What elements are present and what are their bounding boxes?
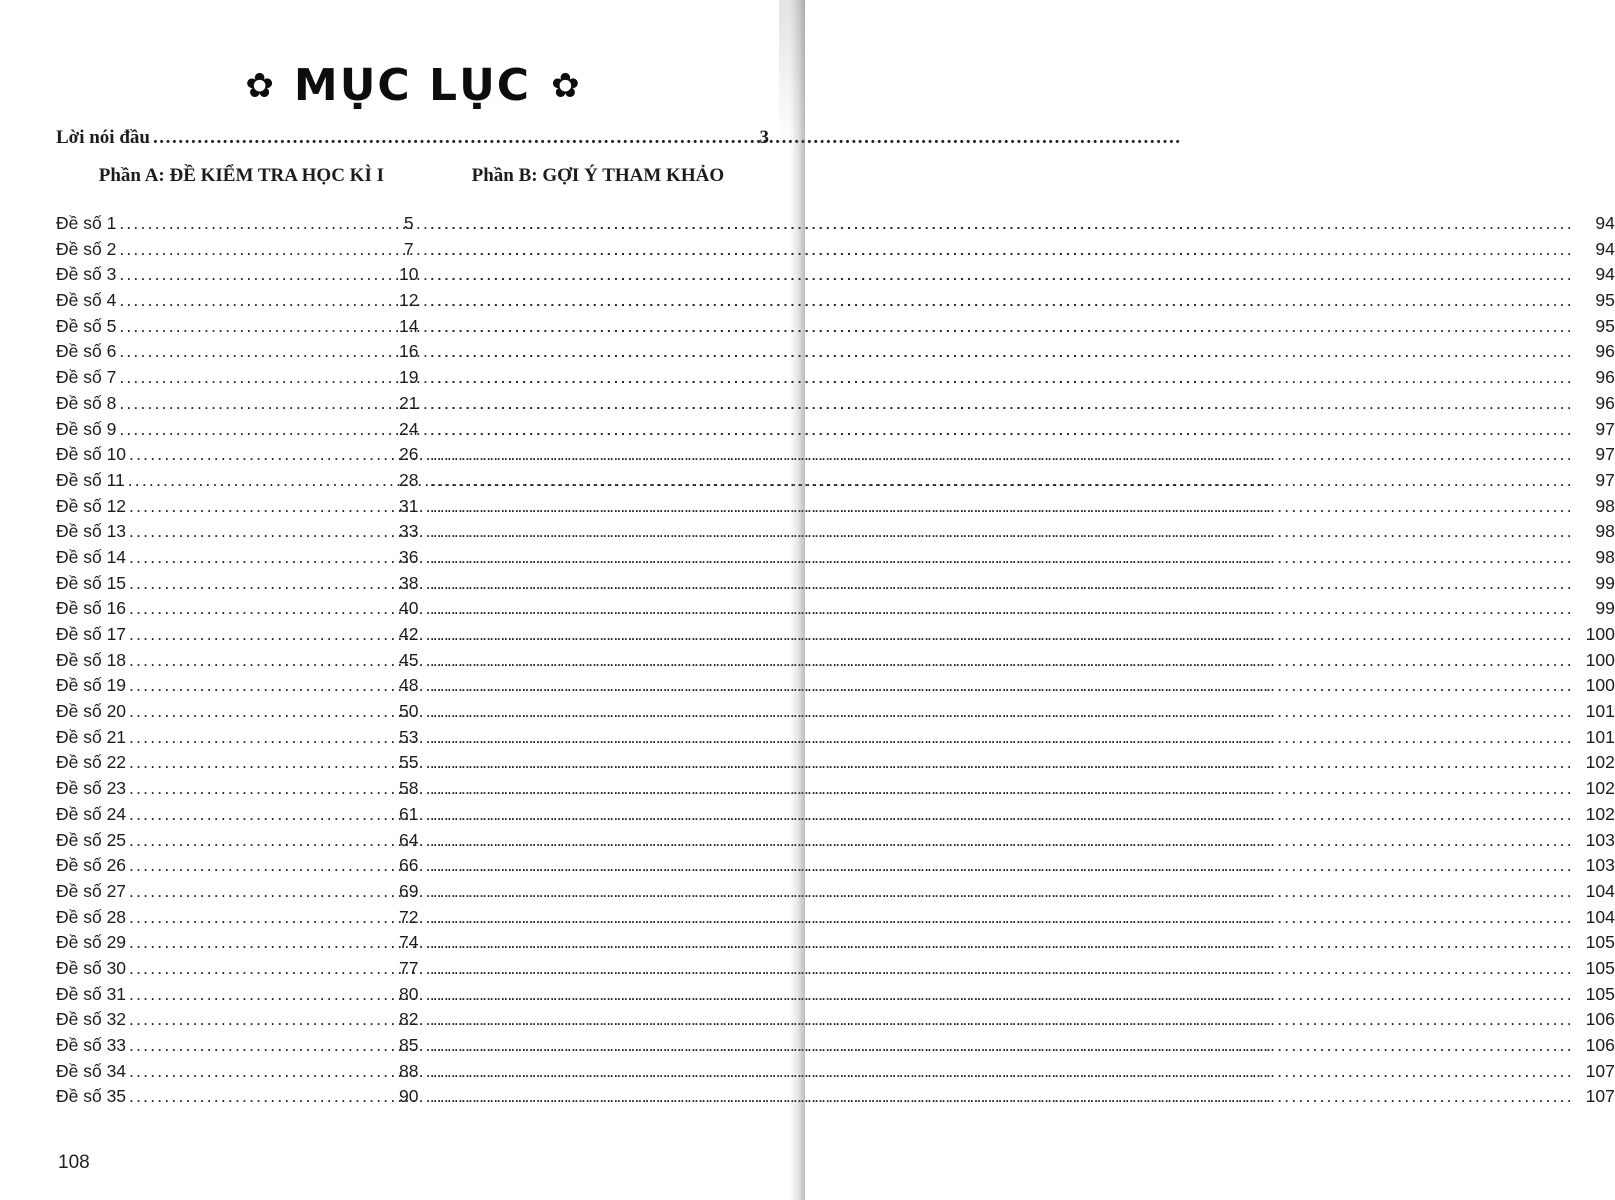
toc-row-left — [56, 622, 427, 648]
dot-leader — [126, 879, 391, 905]
toc-entry-page-a: 38 — [399, 572, 419, 593]
toc-entry-page-a: 5 — [403, 213, 414, 233]
dot-leader — [427, 571, 1577, 597]
dot-leader — [427, 1084, 1577, 1110]
toc-row-left — [56, 571, 427, 597]
toc-row-left — [56, 699, 427, 725]
toc-row-left — [56, 314, 427, 340]
toc-row — [56, 1084, 1615, 1110]
dot-leader — [116, 288, 390, 314]
toc-entry-label: Đề số 23 — [56, 778, 127, 799]
toc-row — [56, 262, 1615, 288]
toc-entry-page-b: 98 — [1595, 521, 1615, 542]
toc-entry-page-b: 105 — [1585, 932, 1615, 953]
toc-entry-page-a: 55 — [399, 752, 419, 773]
toc-row-left — [56, 442, 427, 468]
toc-entry-page-b: 96 — [1595, 392, 1615, 413]
toc-row-left — [56, 288, 427, 314]
toc-entry-page-b: 102 — [1585, 803, 1615, 824]
toc-entry-label: Đề số 27 — [56, 880, 127, 901]
dot-leader — [427, 853, 1577, 879]
toc-entry-page-a: 80 — [399, 983, 419, 1004]
dot-leader — [126, 802, 391, 828]
dot-leader — [116, 391, 390, 417]
toc-row — [56, 879, 1615, 905]
preface-page-number: 3 — [759, 127, 769, 148]
dot-leader — [427, 211, 1577, 237]
toc-row-left — [56, 519, 427, 545]
toc-entry-page-a: 85 — [399, 1035, 419, 1055]
dot-leader — [427, 982, 1577, 1008]
toc-row — [56, 956, 1615, 982]
toc-entry-page-a: 66 — [399, 855, 419, 876]
toc-row — [56, 237, 1615, 263]
toc-row-left — [56, 648, 427, 674]
dot-leader — [427, 417, 1577, 443]
toc-row-right — [427, 1084, 1615, 1110]
toc-entry-page-b: 105 — [1585, 957, 1615, 978]
toc-entry-page-b: 106 — [1585, 1035, 1615, 1055]
toc-entry-page-b: 100 — [1585, 675, 1615, 696]
toc-row — [56, 699, 1615, 725]
toc-entry-page-b: 103 — [1585, 829, 1615, 850]
toc-entry-page-b: 96 — [1595, 341, 1615, 362]
toc-row — [56, 494, 1615, 520]
toc-row — [56, 1033, 1615, 1059]
toc-row — [56, 673, 1615, 699]
part-b-header: Phần B: GỢI Ý THAM KHẢO — [471, 165, 725, 186]
toc-row-right — [427, 750, 1615, 776]
toc-row-right — [427, 442, 1615, 468]
toc-row-left — [56, 1059, 427, 1085]
toc-row-left — [56, 930, 427, 956]
toc-row — [56, 1007, 1615, 1033]
toc-entry-page-a: 10 — [399, 264, 419, 285]
toc-entry-page-a: 33 — [399, 521, 419, 542]
toc-row-right — [427, 314, 1615, 340]
dot-leader — [427, 930, 1577, 956]
toc-entry-page-a: 69 — [399, 880, 419, 901]
toc-row-left — [56, 802, 427, 828]
dot-leader — [427, 802, 1577, 828]
toc-entry-label: Đề số 15 — [56, 572, 127, 593]
toc-row-right — [427, 545, 1615, 571]
toc-entry-page-b: 97 — [1595, 418, 1615, 439]
toc-entry-label: Đề số 13 — [56, 521, 127, 542]
toc-row-right — [427, 237, 1615, 263]
toc-entry-page-b: 99 — [1595, 598, 1615, 619]
toc-entry-label: Đề số 16 — [56, 598, 127, 619]
toc-row-right — [427, 879, 1615, 905]
toc-row-left — [56, 879, 427, 905]
toc-row-right — [427, 956, 1615, 982]
dot-leader — [150, 127, 751, 149]
toc-entry-label: Đề số 17 — [56, 624, 127, 644]
toc-row-left — [56, 391, 427, 417]
dot-leader — [126, 853, 391, 879]
toc-entry-page-b: 103 — [1585, 855, 1615, 876]
dot-leader — [126, 1084, 391, 1110]
toc-row-right — [427, 596, 1615, 622]
toc-row-left — [56, 468, 427, 494]
toc-entry-page-a: 31 — [399, 495, 419, 516]
preface-label: Lời nói đầu — [56, 127, 150, 148]
toc-row-right — [427, 930, 1615, 956]
toc-entry-label: Đề số 31 — [56, 983, 127, 1004]
dot-leader — [116, 211, 390, 237]
dot-leader — [427, 339, 1577, 365]
dot-leader — [126, 982, 391, 1008]
toc-entry-label: Đề số 4 — [56, 290, 117, 311]
toc-row-right — [427, 1059, 1615, 1085]
dot-leader — [116, 262, 390, 288]
toc-row-left — [56, 1084, 427, 1110]
toc-row-right — [427, 725, 1615, 751]
toc-entry-label: Đề số 5 — [56, 315, 117, 336]
toc-entry-label: Đề số 18 — [56, 649, 127, 670]
toc-row-left — [56, 1007, 427, 1033]
flower-icon: ✿ — [245, 66, 274, 105]
toc-entry-label: Đề số 7 — [56, 367, 117, 388]
toc-row-right — [427, 648, 1615, 674]
toc-row — [56, 828, 1615, 854]
toc-entry-label: Đề số 34 — [56, 1060, 127, 1081]
toc-row-left — [56, 417, 427, 443]
toc-entry-page-b: 95 — [1595, 290, 1615, 311]
toc-entry-page-a: 24 — [399, 418, 419, 439]
title-text: MỤC LỤC — [293, 60, 532, 111]
toc-row-left — [56, 596, 427, 622]
toc-row-right — [427, 1007, 1615, 1033]
part-a-header: Phần A: ĐỀ KIỂM TRA HỌC KÌ I — [98, 165, 384, 186]
dot-leader — [427, 725, 1577, 751]
toc-row-left — [56, 905, 427, 931]
toc-list — [56, 211, 1615, 1110]
toc-row-right — [427, 339, 1615, 365]
toc-row — [56, 725, 1615, 751]
toc-entry-label: Đề số 30 — [56, 957, 127, 978]
toc-entry-page-a: 28 — [399, 469, 419, 490]
toc-row-right — [427, 622, 1615, 648]
toc-entry-page-a: 42 — [399, 624, 419, 644]
dot-leader — [116, 314, 390, 340]
toc-entry-label: Đề số 28 — [56, 906, 127, 927]
dot-leader — [126, 725, 391, 751]
toc-entry-label: Đề số 9 — [56, 418, 117, 439]
toc-entry-page-a: 26 — [399, 444, 419, 465]
toc-row — [56, 519, 1615, 545]
dot-leader — [126, 750, 391, 776]
dot-leader — [126, 956, 391, 982]
toc-row-left — [56, 339, 427, 365]
toc-entry-page-a: 36 — [399, 546, 419, 567]
toc-entry-page-a: 45 — [399, 649, 419, 670]
toc-row-right — [427, 417, 1615, 443]
toc-entry-label: Đề số 22 — [56, 752, 127, 773]
toc-row-right — [427, 519, 1615, 545]
toc-row-right — [427, 982, 1615, 1008]
toc-row-left — [56, 1033, 427, 1059]
toc-entry-page-b: 105 — [1585, 983, 1615, 1004]
toc-row-left — [56, 853, 427, 879]
toc-entry-label: Đề số 24 — [56, 803, 127, 824]
toc-entry-page-b: 104 — [1585, 880, 1615, 901]
toc-entry-page-b: 107 — [1585, 1060, 1615, 1081]
toc-entry-page-b: 104 — [1585, 906, 1615, 927]
toc-entry-label: Đề số 35 — [56, 1086, 127, 1107]
dot-leader — [125, 468, 391, 494]
toc-entry-page-b: 97 — [1595, 444, 1615, 465]
dot-leader — [126, 1033, 391, 1059]
toc-row-left — [56, 545, 427, 571]
dot-leader — [427, 494, 1577, 520]
dot-leader — [126, 622, 391, 648]
toc-row — [56, 750, 1615, 776]
toc-entry-page-b: 101 — [1585, 726, 1615, 747]
toc-row-right — [427, 776, 1615, 802]
toc-entry-label: Đề số 2 — [56, 238, 117, 259]
dot-leader — [427, 699, 1577, 725]
toc-row-left — [56, 750, 427, 776]
dot-leader — [116, 237, 390, 263]
toc-entry-page-a: 77 — [399, 957, 419, 978]
dot-leader — [116, 365, 390, 391]
toc-row-right — [427, 905, 1615, 931]
toc-entry-label: Đề số 1 — [56, 213, 117, 233]
toc-entry-page-b: 100 — [1585, 624, 1615, 644]
toc-entry-page-b: 100 — [1585, 649, 1615, 670]
dot-leader — [427, 288, 1577, 314]
toc-entry-label: Đề số 6 — [56, 341, 117, 362]
toc-row-right — [427, 494, 1615, 520]
toc-row-left — [56, 828, 427, 854]
flower-icon: ✿ — [551, 66, 580, 105]
toc-row — [56, 1059, 1615, 1085]
toc-entry-page-a: 21 — [399, 392, 419, 413]
dot-leader — [427, 468, 1577, 494]
toc-entry-page-a: 74 — [399, 932, 419, 953]
dot-leader — [126, 776, 391, 802]
toc-row — [56, 596, 1615, 622]
toc-entry-page-b: 94 — [1595, 238, 1615, 259]
toc-entry-page-b: 98 — [1595, 546, 1615, 567]
toc-entry-label: Đề số 21 — [56, 726, 127, 747]
toc-row — [56, 442, 1615, 468]
toc-row — [56, 905, 1615, 931]
toc-row — [56, 930, 1615, 956]
toc-entry-page-b: 106 — [1585, 1009, 1615, 1030]
dot-leader — [427, 314, 1577, 340]
toc-entry-page-a: 16 — [399, 341, 419, 362]
toc-row — [56, 314, 1615, 340]
toc-entry-page-b: 97 — [1595, 469, 1615, 490]
toc-row-left — [56, 956, 427, 982]
dot-leader — [126, 673, 391, 699]
toc-row — [56, 545, 1615, 571]
footer-page-number: 108 — [58, 1152, 90, 1173]
toc-row-left — [56, 776, 427, 802]
toc-entry-page-b: 96 — [1595, 367, 1615, 388]
toc-row-right — [427, 853, 1615, 879]
toc-entry-page-b: 102 — [1585, 778, 1615, 799]
toc-row-right — [427, 211, 1615, 237]
dot-leader — [427, 622, 1577, 648]
toc-entry-label: Đề số 32 — [56, 1009, 127, 1030]
dot-leader — [427, 1033, 1577, 1059]
dot-leader — [126, 1007, 391, 1033]
dot-leader — [126, 519, 391, 545]
toc-row-right — [427, 673, 1615, 699]
dot-leader — [427, 956, 1577, 982]
dot-leader — [427, 237, 1577, 263]
toc-entry-label: Đề số 20 — [56, 701, 127, 722]
dot-leader — [116, 339, 390, 365]
toc-entry-page-b: 95 — [1595, 315, 1615, 336]
toc-entry-label: Đề số 26 — [56, 855, 127, 876]
toc-row — [56, 288, 1615, 314]
toc-row — [56, 776, 1615, 802]
toc-entry-label: Đề số 10 — [56, 444, 127, 465]
toc-row — [56, 648, 1615, 674]
dot-leader — [126, 930, 391, 956]
dot-leader — [116, 417, 390, 443]
toc-entry-label: Đề số 3 — [56, 264, 117, 285]
toc-row — [56, 982, 1615, 1008]
toc-entry-label: Đề số 12 — [56, 495, 127, 516]
toc-entry-page-b: 94 — [1595, 213, 1615, 233]
toc-entry-page-a: 64 — [399, 829, 419, 850]
toc-entry-label: Đề số 33 — [56, 1035, 127, 1055]
dot-leader — [427, 828, 1577, 854]
toc-entry-page-b: 98 — [1595, 495, 1615, 516]
dot-leader — [427, 365, 1577, 391]
dot-leader — [126, 571, 391, 597]
toc-entry-page-a: 19 — [399, 367, 419, 388]
dot-leader — [427, 442, 1577, 468]
section-headers — [56, 165, 769, 187]
dot-leader — [427, 776, 1577, 802]
dot-leader — [427, 673, 1577, 699]
toc-row-left — [56, 673, 427, 699]
toc-row-right — [427, 802, 1615, 828]
toc-row — [56, 339, 1615, 365]
toc-row-right — [427, 391, 1615, 417]
toc-row-left — [56, 982, 427, 1008]
dot-leader — [126, 905, 391, 931]
toc-entry-page-b: 102 — [1585, 752, 1615, 773]
toc-entry-page-b: 107 — [1585, 1086, 1615, 1107]
toc-row-right — [427, 828, 1615, 854]
dot-leader — [427, 262, 1577, 288]
toc-row-left — [56, 725, 427, 751]
dot-leader — [126, 1059, 391, 1085]
toc-entry-label: Đề số 14 — [56, 546, 127, 567]
toc-row-right — [427, 468, 1615, 494]
dot-leader — [427, 905, 1577, 931]
toc-row — [56, 468, 1615, 494]
toc-entry-page-a: 61 — [399, 803, 419, 824]
toc-row — [56, 853, 1615, 879]
toc-entry-page-a: 50 — [399, 701, 419, 722]
toc-row — [56, 211, 1615, 237]
toc-entry-label: Đề số 8 — [56, 392, 117, 413]
dot-leader — [427, 1059, 1577, 1085]
dot-leader — [427, 750, 1577, 776]
toc-entry-label: Đề số 19 — [56, 675, 127, 696]
toc-row-left — [56, 262, 427, 288]
toc-row-left — [56, 365, 427, 391]
toc-entry-page-a: 90 — [399, 1086, 419, 1107]
toc-row-right — [427, 288, 1615, 314]
toc-row — [56, 365, 1615, 391]
dot-leader — [126, 699, 391, 725]
toc-entry-page-b: 101 — [1585, 701, 1615, 722]
dot-leader — [126, 648, 391, 674]
preface-row — [56, 127, 769, 149]
toc-row-right — [427, 262, 1615, 288]
toc-row-left — [56, 211, 427, 237]
toc-row — [56, 571, 1615, 597]
dot-leader — [427, 648, 1577, 674]
dot-leader — [126, 494, 391, 520]
toc-entry-page-a: 53 — [399, 726, 419, 747]
dot-leader — [126, 545, 391, 571]
dot-leader — [126, 828, 391, 854]
toc-entry-page-a: 48 — [399, 675, 419, 696]
toc-entry-label: Đề số 11 — [56, 469, 125, 490]
dot-leader — [427, 391, 1577, 417]
toc-entry-page-a: 7 — [403, 238, 414, 259]
dot-leader — [427, 519, 1577, 545]
dot-leader — [126, 442, 391, 468]
dot-leader — [126, 596, 391, 622]
toc-entry-label: Đề số 25 — [56, 829, 127, 850]
toc-row — [56, 391, 1615, 417]
toc-entry-page-b: 99 — [1595, 572, 1615, 593]
toc-entry-page-a: 14 — [399, 315, 419, 336]
dot-leader — [427, 596, 1577, 622]
toc-row-right — [427, 1033, 1615, 1059]
toc-row-left — [56, 494, 427, 520]
toc-entry-page-a: 12 — [399, 290, 419, 311]
dot-leader — [427, 545, 1577, 571]
toc-entry-page-a: 82 — [399, 1009, 419, 1030]
toc-row — [56, 417, 1615, 443]
toc-row — [56, 622, 1615, 648]
toc-row-right — [427, 699, 1615, 725]
toc-entry-page-a: 58 — [399, 778, 419, 799]
toc-row-left — [56, 237, 427, 263]
toc-entry-page-b: 94 — [1595, 264, 1615, 285]
toc-entry-page-a: 88 — [399, 1060, 419, 1081]
dot-leader — [427, 879, 1577, 905]
dot-leader — [427, 1007, 1577, 1033]
toc-row — [56, 802, 1615, 828]
page-title — [56, 60, 769, 111]
toc-row-right — [427, 365, 1615, 391]
toc-entry-page-a: 72 — [399, 906, 419, 927]
toc-row-right — [427, 571, 1615, 597]
toc-entry-label: Đề số 29 — [56, 932, 127, 953]
toc-entry-page-a: 40 — [399, 598, 419, 619]
